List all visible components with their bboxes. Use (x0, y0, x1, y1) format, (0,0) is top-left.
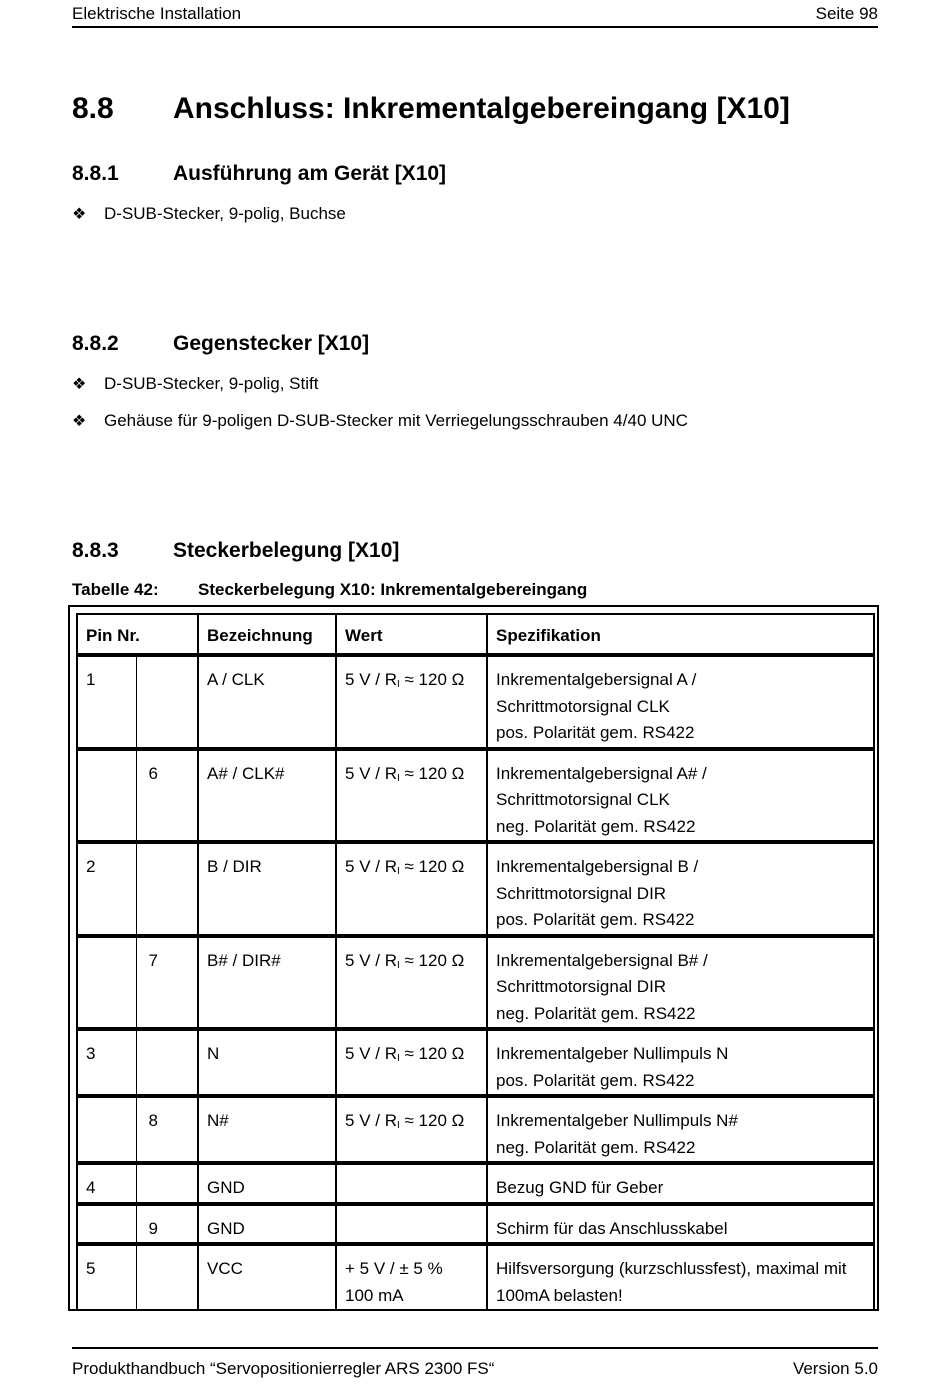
col-header-name: Bezeichnung (198, 614, 336, 655)
pin-number-b (136, 1029, 198, 1096)
page-header (72, 4, 878, 28)
signal-name: A# / CLK# (198, 749, 336, 843)
signal-value (336, 1204, 487, 1245)
pin-number-a: 2 (77, 842, 136, 936)
signal-value (336, 1096, 487, 1163)
header-page-number: Seite 98 (815, 4, 878, 23)
spec-line: Inkrementalgeber Nullimpuls N (496, 1044, 729, 1063)
subsection-number: 8.8.2 (72, 332, 119, 355)
spec-line: Inkrementalgebersignal A / (496, 670, 697, 689)
pin-number-b (136, 1163, 198, 1204)
subsection-heading-1 (72, 162, 446, 186)
table-caption (72, 580, 587, 600)
value-tail: ≈ 120 Ω (399, 670, 465, 689)
table-title: Steckerbelegung X10: Inkrementalgebereingang (198, 580, 588, 599)
signal-spec (487, 1244, 874, 1310)
signal-spec (487, 936, 874, 1030)
section-number: 8.8 (72, 92, 114, 125)
spec-line: Schrittmotorsignal CLK (496, 696, 670, 716)
bullet-text: D-SUB-Stecker, 9-polig, Buchse (104, 204, 346, 223)
value-tail: ≈ 120 Ω (399, 1111, 465, 1130)
pin-number-a (77, 749, 136, 843)
spec-line: pos. Polarität gem. RS422 (496, 723, 695, 742)
spec-line: Hilfsversorgung (kurzschlussfest), maximal mit (496, 1259, 847, 1278)
spec-line: Inkrementalgebersignal B / (496, 857, 699, 876)
pin-number-b (136, 842, 198, 936)
signal-value (336, 1244, 487, 1310)
value-main: 5 V / R (345, 763, 397, 783)
table-row (77, 749, 874, 843)
signal-name: B# / DIR# (198, 936, 336, 1030)
table-row (77, 1163, 874, 1204)
signal-value (336, 1029, 487, 1096)
spec-line: Bezug GND für Geber (496, 1178, 664, 1197)
subsection-title: Steckerbelegung [X10] (173, 539, 400, 562)
col-header-spec: Spezifikation (487, 614, 874, 655)
section-heading (72, 92, 790, 126)
signal-spec (487, 1096, 874, 1163)
signal-spec (487, 655, 874, 749)
table-row (77, 1029, 874, 1096)
signal-value (336, 842, 487, 936)
pin-number-a: 4 (77, 1163, 136, 1204)
signal-spec (487, 842, 874, 936)
spec-line: Schrittmotorsignal DIR (496, 977, 667, 996)
signal-spec (487, 1204, 874, 1245)
table-row (77, 842, 874, 936)
spec-line: 100mA belasten! (496, 1285, 623, 1305)
page-footer (72, 1347, 878, 1379)
bullet-text: D-SUB-Stecker, 9-polig, Stift (104, 374, 319, 393)
spec-line: Inkrementalgebersignal B# / (496, 950, 708, 970)
pin-number-a: 1 (77, 655, 136, 749)
value-tail: ≈ 120 Ω (399, 857, 465, 876)
signal-name: GND (198, 1204, 336, 1245)
pin-number-b (136, 655, 198, 749)
pin-number-a (77, 936, 136, 1030)
subsection-number: 8.8.3 (72, 539, 119, 562)
value-main: 5 V / R (345, 1111, 397, 1130)
footer-version: Version 5.0 (792, 1359, 878, 1378)
value-subscript: I (396, 1053, 400, 1064)
bullet-diamond-icon: ❖ (72, 413, 87, 430)
header-section-title: Elektrische Installation (72, 4, 242, 23)
spec-line: neg. Polarität gem. RS422 (496, 1137, 696, 1157)
pin-number-a: 3 (77, 1029, 136, 1096)
bullet-item (72, 374, 318, 394)
signal-name: N (198, 1029, 336, 1096)
spec-line: Schrittmotorsignal CLK (496, 790, 670, 809)
pin-number-b (136, 1244, 198, 1310)
table-row (77, 655, 874, 749)
subsection-number: 8.8.1 (72, 162, 119, 185)
col-header-pin: Pin Nr. (77, 614, 198, 655)
value-main: 5 V / R (345, 950, 397, 970)
value-line2: 100 mA (345, 1285, 404, 1305)
table-number: Tabelle 42: (72, 580, 159, 599)
spec-line: neg. Polarität gem. RS422 (496, 1003, 696, 1023)
signal-name: N# (198, 1096, 336, 1163)
pin-number-a (77, 1204, 136, 1245)
spec-line: Schirm für das Anschlusskabel (496, 1218, 728, 1238)
value-tail: ≈ 120 Ω (399, 763, 465, 783)
pin-number-b: 7 (136, 936, 198, 1030)
spec-line: pos. Polarität gem. RS422 (496, 1070, 695, 1090)
value-tail: ≈ 120 Ω (399, 950, 465, 970)
section-title: Anschluss: Inkrementalgebereingang [X10] (173, 92, 790, 125)
spec-line: pos. Polarität gem. RS422 (496, 910, 695, 929)
signal-value (336, 1163, 487, 1204)
value-subscript: I (396, 866, 400, 877)
subsection-title: Gegenstecker [X10] (173, 332, 370, 355)
signal-value (336, 936, 487, 1030)
value-main: 5 V / R (345, 857, 397, 876)
table-row (77, 1096, 874, 1163)
pin-number-a (77, 1096, 136, 1163)
signal-value (336, 749, 487, 843)
signal-spec (487, 1163, 874, 1204)
value-main: 5 V / R (345, 1044, 397, 1063)
table-row (77, 1204, 874, 1245)
pin-number-b: 9 (136, 1204, 198, 1245)
spec-line: Inkrementalgeber Nullimpuls N# (496, 1111, 738, 1130)
value-tail: ≈ 120 Ω (399, 1044, 465, 1063)
subsection-heading-2 (72, 332, 369, 356)
bullet-diamond-icon: ❖ (72, 206, 87, 223)
pin-table (76, 613, 875, 1311)
signal-spec (487, 749, 874, 843)
footer-manual-title: Produkthandbuch “Servopositionierregler ARS 2300 FS“ (72, 1359, 495, 1378)
pin-number-b: 8 (136, 1096, 198, 1163)
spec-line: Inkrementalgebersignal A# / (496, 763, 707, 783)
bullet-item (72, 204, 346, 224)
bullet-item (72, 411, 688, 431)
value-main: 5 V / R (345, 670, 397, 689)
signal-name: A / CLK (198, 655, 336, 749)
signal-value (336, 655, 487, 749)
signal-name: GND (198, 1163, 336, 1204)
spec-line: neg. Polarität gem. RS422 (496, 816, 696, 836)
bullet-text: Gehäuse für 9-poligen D-SUB-Stecker mit Verriegelungsschrauben 4/40 UNC (104, 411, 688, 430)
spec-line: Schrittmotorsignal DIR (496, 883, 667, 903)
value-subscript: I (396, 772, 400, 784)
value-subscript: I (396, 959, 400, 971)
pin-number-b: 6 (136, 749, 198, 843)
subsection-title: Ausführung am Gerät [X10] (173, 162, 447, 185)
value-main: + 5 V / ± 5 % (345, 1259, 443, 1278)
bullet-diamond-icon: ❖ (72, 376, 87, 393)
table-header-row (77, 614, 874, 655)
subsection-heading-3 (72, 539, 399, 563)
signal-spec (487, 1029, 874, 1096)
value-subscript: I (396, 679, 400, 690)
table-row (77, 936, 874, 1030)
signal-name: VCC (198, 1244, 336, 1310)
col-header-value: Wert (336, 614, 487, 655)
table-row (77, 1244, 874, 1310)
value-subscript: I (396, 1120, 400, 1131)
pin-number-a: 5 (77, 1244, 136, 1310)
signal-name: B / DIR (198, 842, 336, 936)
